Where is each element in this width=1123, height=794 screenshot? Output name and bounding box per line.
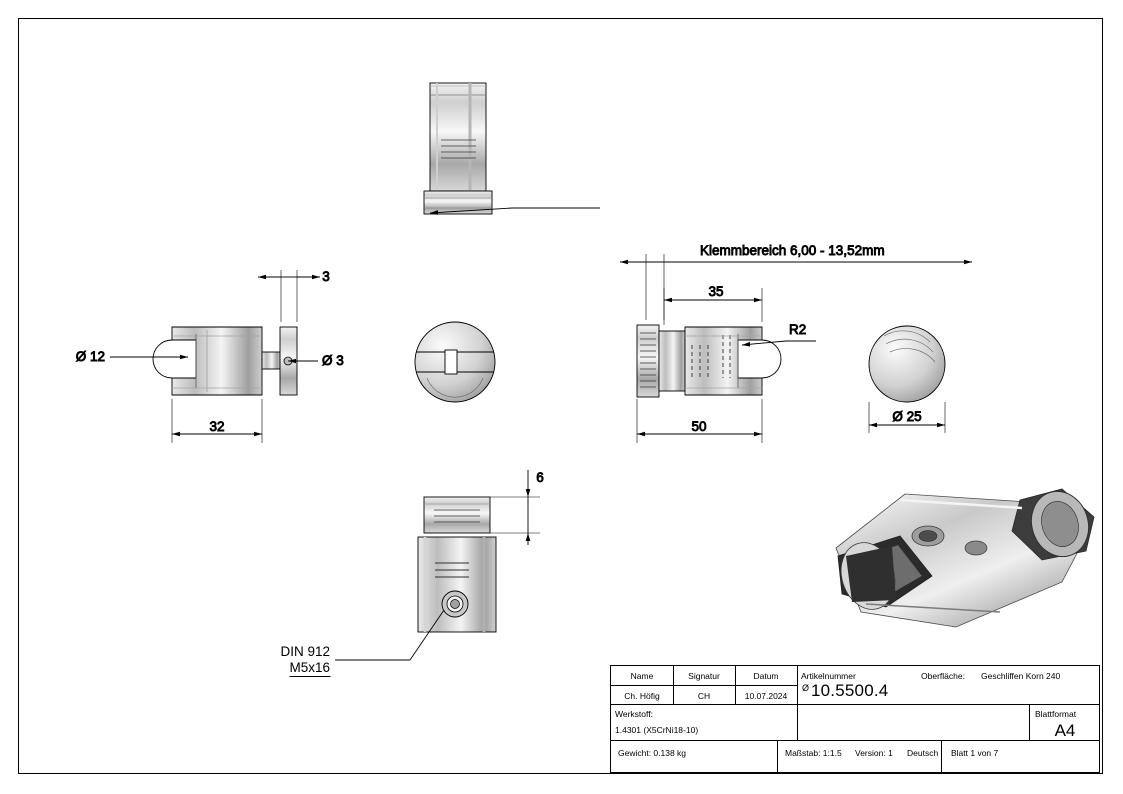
dim-label-dia-25: Ø 25 bbox=[892, 409, 922, 424]
tb-value-sheet: Blatt 1 von 7 bbox=[951, 748, 999, 758]
tb-value-sheet-format: A4 bbox=[1054, 721, 1076, 740]
dim-label-32: 32 bbox=[209, 419, 225, 434]
tb-header-name: Name bbox=[630, 671, 654, 681]
dim-label-r2: R2 bbox=[789, 322, 807, 337]
tb-value-article-number: 10.5500.4 bbox=[811, 681, 889, 700]
view-left-side bbox=[153, 327, 297, 395]
tb-divider-1 bbox=[611, 704, 1099, 705]
tb-header-material: Werkstoff: bbox=[615, 709, 653, 719]
dim-label-dia-3: Ø 3 bbox=[322, 353, 344, 368]
annotation-din912-line2: M5x16 bbox=[289, 660, 330, 675]
tb-header-date: Datum bbox=[753, 671, 779, 681]
tb-vline-weight bbox=[777, 740, 778, 774]
title-block bbox=[610, 665, 1100, 773]
annotation-din912-line1: DIN 912 bbox=[280, 644, 330, 659]
dim-label-dia-12: Ø 12 bbox=[75, 349, 105, 364]
tb-value-version: Version: 1 bbox=[855, 748, 893, 758]
view-end-circle bbox=[415, 322, 495, 402]
dimension-6 bbox=[490, 470, 540, 545]
tb-value-scale: Maßstab: 1:1.5 bbox=[785, 748, 842, 758]
dim-label-clamp-range: Klemmbereich 6,00 - 13,52mm bbox=[700, 243, 885, 258]
tb-value-language: Deutsch bbox=[907, 748, 939, 758]
view-bottom-front bbox=[418, 497, 496, 632]
tb-header-signature: Signatur bbox=[688, 671, 720, 681]
dimension-3 bbox=[258, 270, 320, 322]
tb-value-weight: Gewicht: 0.138 kg bbox=[618, 748, 687, 758]
view-3d-render bbox=[833, 484, 1097, 627]
tb-header-sheet-format: Blattformat bbox=[1035, 709, 1077, 719]
view-right-circle bbox=[869, 326, 945, 402]
view-middle-assembly bbox=[637, 325, 781, 397]
view-top-cylinder bbox=[424, 83, 492, 214]
dimension-clamp-range bbox=[620, 254, 972, 325]
tb-article-prefix: Ø bbox=[802, 683, 810, 693]
tb-value-name: Ch. Höfig bbox=[624, 691, 660, 701]
tb-divider-names bbox=[611, 685, 797, 686]
tb-value-signature: CH bbox=[697, 691, 711, 701]
annotation-din912 bbox=[280, 644, 330, 677]
tb-value-surface: Geschliffen Korn 240 bbox=[981, 671, 1061, 681]
tb-divider-2 bbox=[611, 740, 1099, 741]
tb-value-date: 10.07.2024 bbox=[744, 691, 788, 701]
dim-label-3: 3 bbox=[322, 269, 330, 284]
tb-value-material: 1.4301 (X5CrNi18-10) bbox=[615, 725, 699, 735]
tb-header-article-number: Artikelnummer bbox=[801, 671, 856, 681]
dim-label-50: 50 bbox=[691, 419, 707, 434]
dim-label-6: 6 bbox=[536, 470, 544, 485]
dim-label-35: 35 bbox=[708, 284, 724, 299]
tb-header-surface: Oberfläche: bbox=[921, 671, 965, 681]
tb-vline-format bbox=[1029, 704, 1030, 740]
